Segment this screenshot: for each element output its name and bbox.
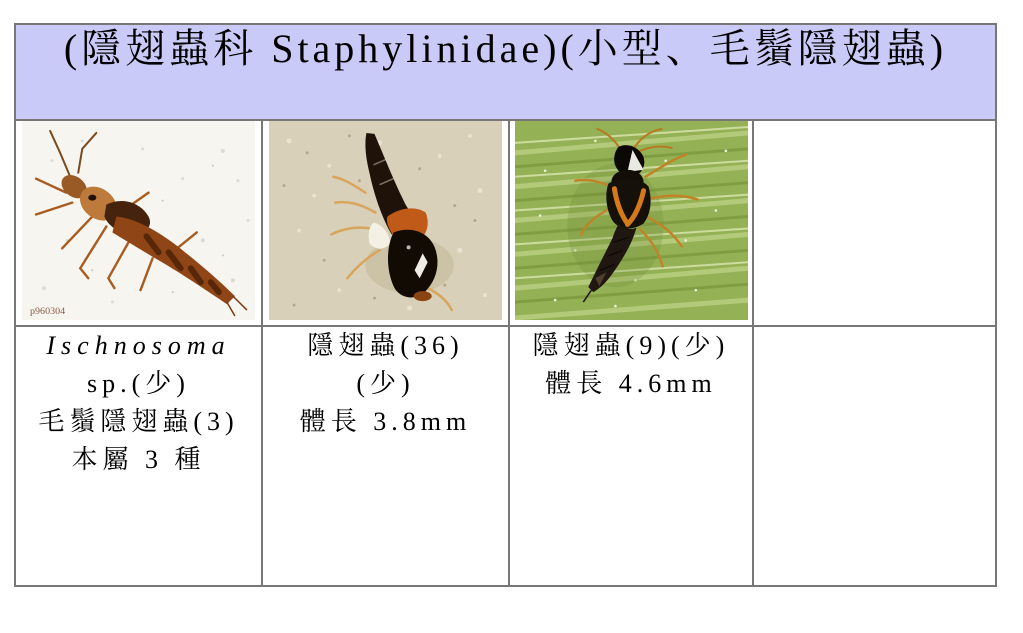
photo-watermark: p960304 <box>30 306 66 318</box>
table-header-cell <box>15 24 996 120</box>
photo-cell-4 <box>753 120 996 326</box>
species-table <box>14 23 997 587</box>
rarity-label: (少) <box>356 369 415 398</box>
family-title: (隱翅蟲科 Staphylinidae)(小型、毛鬚隱翅蟲) <box>63 26 948 71</box>
caption-cell-3 <box>509 326 753 586</box>
sand-beetle-photo <box>269 121 502 320</box>
leaf-beetle-photo <box>515 121 748 320</box>
body-length: 體長 3.8mm <box>299 407 472 436</box>
common-name: 毛鬚隱翅蟲(3) <box>38 407 239 436</box>
body-length: 體長 4.6mm <box>545 369 717 398</box>
species-epithet: sp.(少) <box>87 369 190 398</box>
ischnosoma-beetle-photo <box>22 121 255 320</box>
species-label: 隱翅蟲(36) <box>307 331 464 360</box>
species-label: 隱翅蟲(9)(少) <box>532 331 730 360</box>
photo-cell-3 <box>509 120 753 326</box>
caption-cell-2 <box>262 326 509 586</box>
caption-cell-4 <box>753 326 996 586</box>
photo-cell-1 <box>15 120 262 326</box>
caption-cell-1 <box>15 326 262 586</box>
photo-cell-2 <box>262 120 509 326</box>
genus-name: Ischnosoma <box>46 331 231 360</box>
genus-count: 本屬 3 種 <box>71 445 206 474</box>
